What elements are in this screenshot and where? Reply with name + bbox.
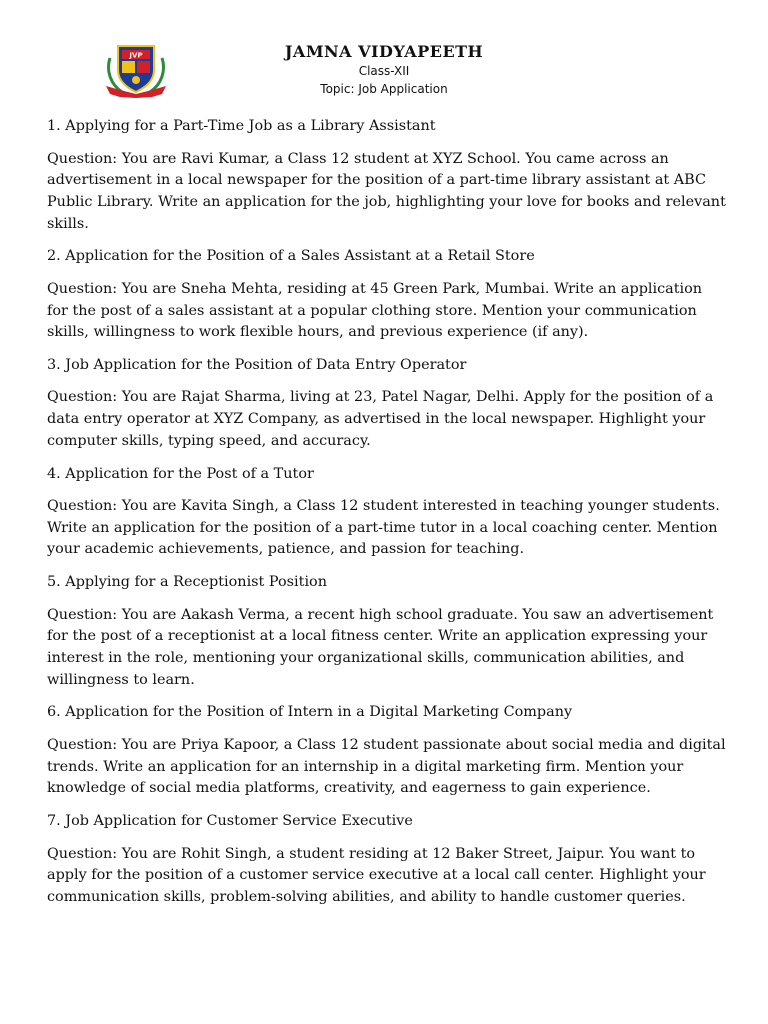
question-title: 7. Job Application for Customer Service Executive	[47, 813, 413, 830]
question-item	[47, 464, 727, 562]
question-title: 2. Application for the Position of a Sales Assistant at a Retail Store	[47, 248, 535, 265]
school-name: JAMNA VIDYAPEETH	[284, 42, 484, 61]
svg-text:JVP: JVP	[129, 51, 143, 60]
question-text: Question: You are Rohit Singh, a student residing at 12 Baker Street, Jaipur. You want to apply for the position of a customer service executive at a local call center. Highlight your communication skills, problem-solving abilities, and ability to handle customer queries.	[47, 845, 706, 905]
question-text: Question: You are Ravi Kumar, a Class 12 student at XYZ School. You came across an advertisement in a local newspaper for the position of a part-time library assistant at ABC Public Library. Write an application for the job, highlighting your love for books and relevant skills.	[47, 150, 726, 232]
document-header	[0, 42, 768, 98]
question-item	[47, 355, 727, 453]
question-title: 4. Application for the Post of a Tutor	[47, 465, 314, 482]
question-title: 3. Job Application for the Position of Data Entry Operator	[47, 356, 467, 373]
question-title: 6. Application for the Position of Intern in a Digital Marketing Company	[47, 704, 573, 721]
question-text: Question: You are Rajat Sharma, living at 23, Patel Nagar, Delhi. Apply for the position of a data entry operator at XYZ Company, as advertised in the local newspaper. Highlight your computer skills, typing speed, and accuracy.	[47, 389, 714, 449]
question-item	[47, 572, 727, 691]
class-label: Class-XII	[358, 64, 410, 78]
question-text: Question: You are Priya Kapoor, a Class 12 student passionate about social media and digital trends. Write an application for an internship in a digital marketing firm. Mention your knowledge of social media platforms, creativity, and eagerness to gain experience.	[47, 736, 726, 797]
topic-label: Topic: Job Application	[320, 82, 448, 96]
question-title: 1. Applying for a Part-Time Job as a Library Assistant	[47, 118, 436, 134]
question-item	[47, 702, 727, 800]
question-item	[47, 116, 727, 235]
question-text: Question: You are Kavita Singh, a Class 12 student interested in teaching younger students. Write an application for the position of a part-time tutor in a local coaching center. Mention your academic achievements, patience, and passion for teaching.	[47, 498, 720, 558]
question-item	[47, 811, 727, 909]
question-title: 5. Applying for a Receptionist Position	[47, 574, 327, 591]
question-list	[47, 116, 727, 920]
question-item	[47, 246, 727, 344]
question-text: Question: You are Aakash Verma, a recent high school graduate. You saw an advertisement for the post of a receptionist at a local fitness center. Write an application expressing your interest in the role, mentioning your organizational skills, communication abilities, and willingness to learn.	[47, 606, 714, 688]
question-text: Question: You are Sneha Mehta, residing at 45 Green Park, Mumbai. Write an application for the post of a sales assistant at a popular clothing store. Mention your communication skills, willingness to work flexible hours, and previous experience (if any).	[47, 280, 703, 341]
